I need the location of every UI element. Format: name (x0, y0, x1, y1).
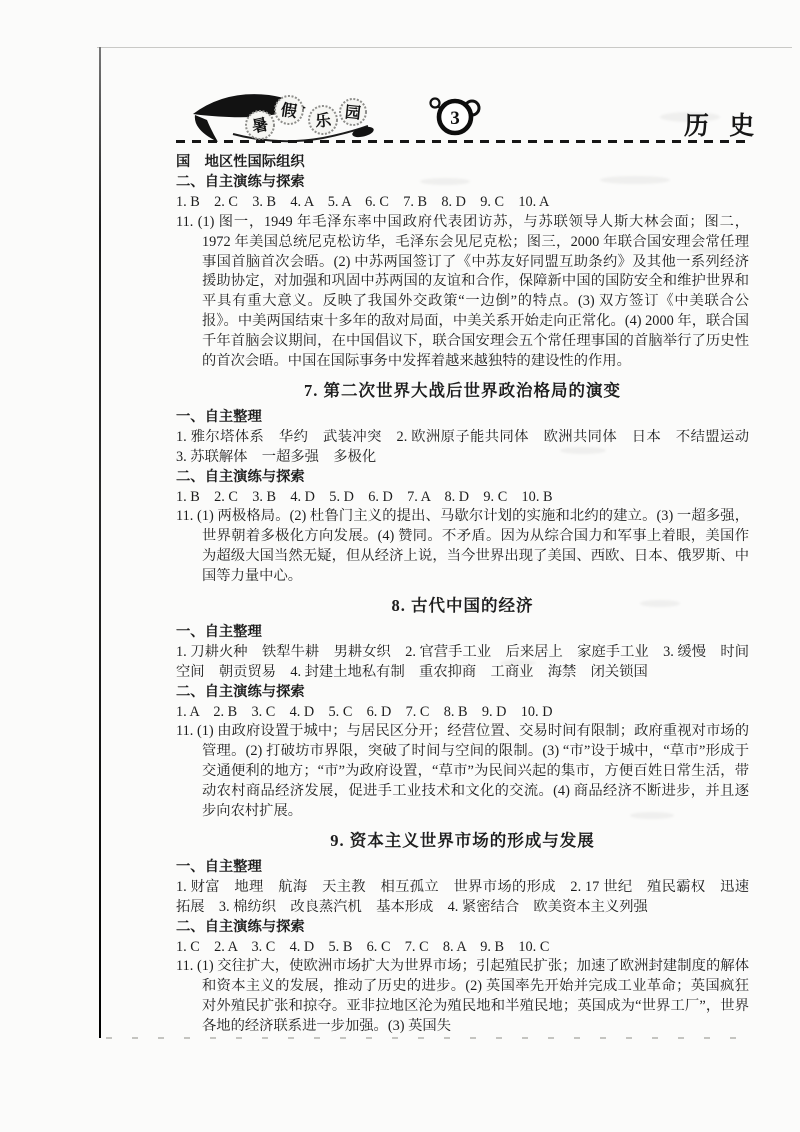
answer-key-row: 1. A 2. B 3. C 4. D 5. C 6. D 7. C 8. B 9. D 10. D (176, 703, 553, 720)
answer-key-row: 1. C 2. A 3. C 4. D 5. B 6. C 7. C 8. A 9. B 10. C (176, 938, 550, 955)
logo-char-3: 乐 (314, 112, 333, 131)
section-subhead: 一、自主整理 (176, 408, 262, 425)
section-subhead: 二、自主演练与探索 (176, 468, 305, 485)
header-divider (176, 140, 748, 143)
page-spine-line (99, 47, 101, 1038)
section-title: 9. 资本主义世界市场的形成与发展 (330, 831, 595, 850)
page-number: 3 (450, 108, 460, 129)
answer-key-row: 1. B 2. C 3. B 4. A 5. A 6. C 7. B 8. D 9. C 10. A (176, 193, 550, 210)
section-subhead: 一、自主整理 (176, 623, 262, 640)
logo-tail-shape (195, 115, 218, 142)
fill-in-answers: 1. 雅尔塔体系 华约 武装冲突 2. 欧洲原子能共同体 欧洲共同体 日本 不结盟运动 3. 苏联解体 一超多强 多极化 (176, 428, 764, 465)
logo-char-1: 暑 (250, 116, 270, 137)
section-subhead: 二、自主演练与探索 (176, 683, 305, 700)
fill-in-answers: 1. 刀耕火种 铁犁牛耕 男耕女织 2. 官营手工业 后来居上 家庭手工业 3. 缓慢 时间 空间 朝贡贸易 4. 封建土地私有制 重农抑商 工商业 海禁 闭关锁国 (176, 643, 764, 680)
section-title: 8. 古代中国的经济 (391, 596, 534, 616)
question-11-answer: 11. (1) 两极格局。(2) 杜鲁门主义的提出、马歇尔计划的实施和北约的建立。(3) 一超多强，世界朝着多极化方向发展。(4) 赞同。不矛盾。因为从综合国力和军事上着眼，美国作为超级大国当然无疑，但从经济上说，当今世界出现了美国、西欧、日本、俄罗斯、中国等力量中心。 (176, 508, 749, 585)
page-top-edge (97, 47, 792, 48)
section-subhead: 二、自主演练与探索 (176, 918, 305, 935)
logo-char-2: 假 (279, 101, 298, 122)
section-subhead: 二、自主演练与探索 (176, 173, 305, 190)
fill-in-answers: 1. 财富 地理 航海 天主教 相互孤立 世界市场的形成 2. 17 世纪 殖民霸权 迅速拓展 3. 棉纺织 改良蒸汽机 基本形成 4. 紧密结合 欧美资本主义列强 (176, 878, 749, 915)
subject-title: 历 史 (684, 113, 762, 140)
section-subhead: 一、自主整理 (176, 858, 262, 875)
logo-char-4: 园 (343, 104, 362, 123)
question-11-answer: 11. (1) 交往扩大，使欧洲市场扩大为世界市场；引起殖民扩张；加速了欧洲封建制度的解体和资本主义的发展，推动了历史的进步。(2) 英国率先开始并完成工业革命；英国疯狂对外殖民扩张和掠夺。亚非拉地区沦为殖民地和半殖民地；英国成为“世界工厂”，世界各地的经济联系进一步加强。(3) 英国失 (176, 958, 749, 1035)
section-title: 7. 第二次世界大战后世界政治格局的演变 (304, 380, 621, 400)
page-content (176, 153, 764, 1037)
fill-in-answer-tail: 国 地区性国际组织 (176, 154, 305, 170)
answer-key-row: 1. B 2. C 3. B 4. D 5. D 6. D 7. A 8. D 9. C 10. B (176, 488, 553, 505)
page-bottom-edge (106, 1037, 750, 1039)
question-11-answer: 11. (1) 由政府设置于城中；与居民区分开；经营位置、交易时间有限制；政府重视对市场的管理。(2) 打破坊市界限，突破了时间与空间的限制。(3) “市”设于城中，“草市”形成于交通便利的地方；“市”为政府设置，“草市”为民间兴起的集市，方便百姓日常生活，带动农村商品经济发展，促进手工业技术和文化的交流。(4) 商品经济不断进步，并且逐步向农村扩展。 (176, 723, 749, 820)
question-11-answer: 11. (1) 图一，1949 年毛泽东率中国政府代表团访苏，与苏联领导人斯大林会面；图二，1972 年美国总统尼克松访华，毛泽东会见尼克松；图三，2000 年联合国安理会常任理事国首脑首次会晤。(2) 中苏两国签订了《中苏友好同盟互助条约》及其他一系列经济援助协定，对加强和巩固中苏两国的友谊和合作，保障新中国的国防安全和维护世界和平具有重大意义。反映了我国外交政策“一边倒”的特点。(3) 双方签订《中美联合公报》。中美两国结束十多年的敌对局面，中美关系开始走向正常化。(4) 2000 年，联合国千年首脑会议期间，在中国倡议下，联合国安理会五个常任理事国的首脑举行了历史性的首次会晤。中国在国际事务中发挥着越来越独特的建设性的作用。 (176, 213, 749, 370)
